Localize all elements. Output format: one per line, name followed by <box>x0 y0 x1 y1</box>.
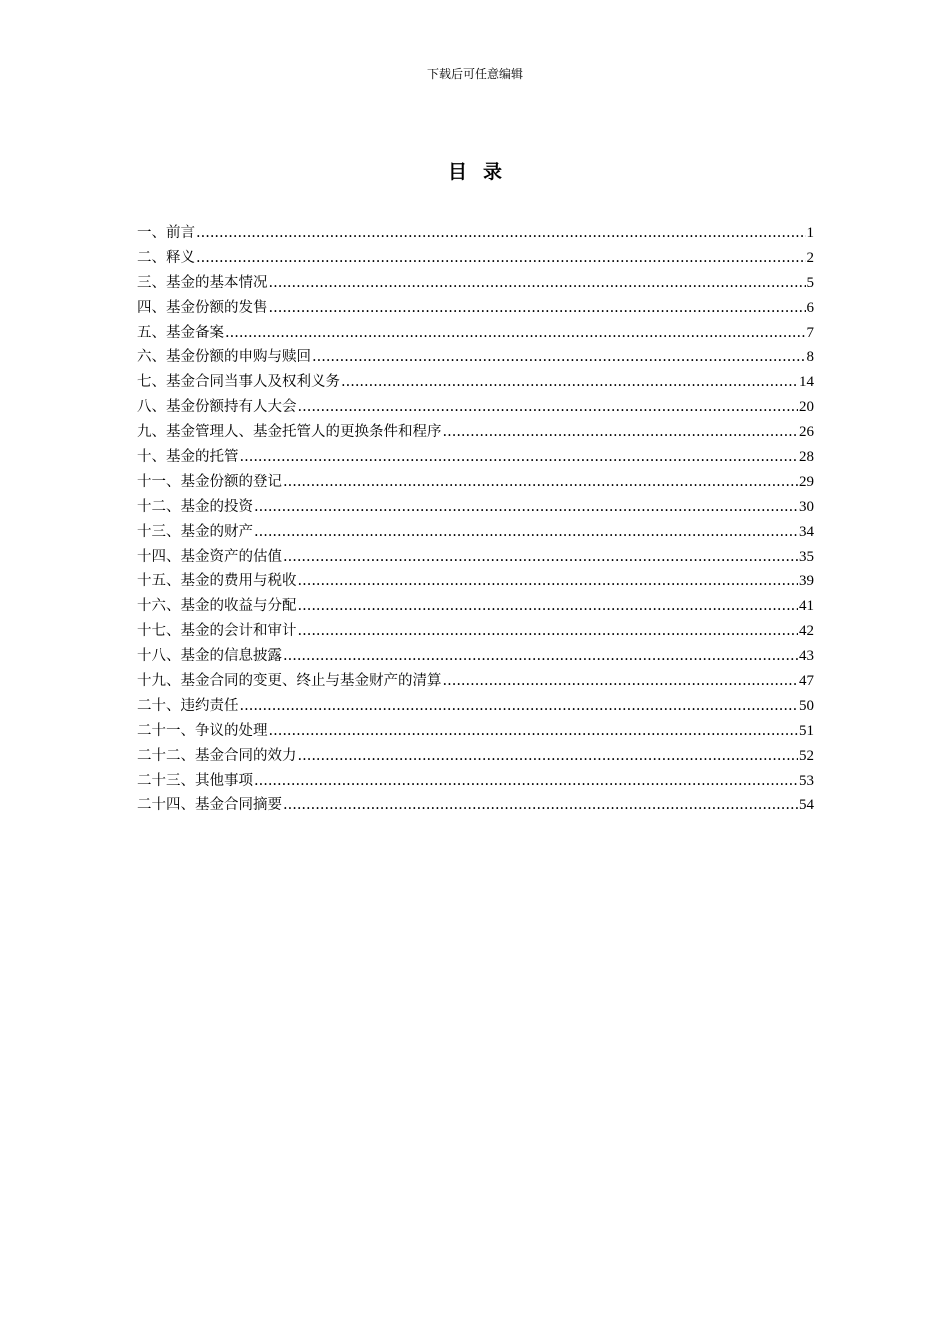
toc-entry-page-number: 52 <box>799 747 814 764</box>
toc-entry[interactable] <box>137 321 814 346</box>
toc-dot-leader <box>283 545 798 570</box>
toc-entry-page-number: 30 <box>799 498 814 515</box>
toc-entry-label: 八、基金份额持有人大会 <box>137 399 297 416</box>
toc-dot-leader <box>312 345 806 370</box>
toc-entry-page-number: 26 <box>799 424 814 441</box>
toc-dot-leader <box>254 769 798 794</box>
toc-entry-page-number: 47 <box>799 673 814 690</box>
toc-entry-label: 十四、基金资产的估值 <box>137 548 282 565</box>
toc-entry-page-number: 7 <box>806 324 814 341</box>
toc-entry-page-number: 42 <box>799 623 814 640</box>
toc-entry-label: 十一、基金份额的登记 <box>137 473 282 490</box>
toc-entry[interactable] <box>137 246 814 271</box>
toc-entry-page-number: 53 <box>799 772 814 789</box>
toc-dot-leader <box>196 246 806 271</box>
toc-dot-leader <box>298 744 799 769</box>
toc-entry-label: 十九、基金合同的变更、终止与基金财产的清算 <box>137 673 442 690</box>
toc-entry-page-number: 43 <box>799 648 814 665</box>
toc-entry-page-number: 34 <box>799 523 814 540</box>
toc-entry-label: 十八、基金的信息披露 <box>137 648 282 665</box>
toc-entry[interactable] <box>137 271 814 296</box>
toc-entry[interactable] <box>137 345 814 370</box>
toc-entry-page-number: 20 <box>799 399 814 416</box>
toc-entry[interactable] <box>137 669 814 694</box>
toc-entry[interactable] <box>137 793 814 818</box>
toc-dot-leader <box>443 420 799 445</box>
toc-dot-leader <box>240 694 799 719</box>
toc-dot-leader <box>298 619 799 644</box>
toc-entry-label: 十六、基金的收益与分配 <box>137 598 297 615</box>
toc-entry[interactable] <box>137 445 814 470</box>
toc-entry[interactable] <box>137 594 814 619</box>
toc-dot-leader <box>298 395 799 420</box>
toc-entry-label: 十二、基金的投资 <box>137 498 253 515</box>
toc-entry[interactable] <box>137 569 814 594</box>
toc-entry-label: 十、基金的托管 <box>137 449 239 466</box>
toc-dot-leader <box>443 669 799 694</box>
toc-dot-leader <box>283 644 798 669</box>
toc-entry[interactable] <box>137 619 814 644</box>
toc-entry-page-number: 29 <box>799 473 814 490</box>
toc-entry-page-number: 28 <box>799 449 814 466</box>
toc-entry-label: 六、基金份额的申购与赎回 <box>137 349 311 366</box>
toc-dot-leader <box>196 221 806 246</box>
toc-entry-label: 三、基金的基本情况 <box>137 274 268 291</box>
toc-entry-page-number: 8 <box>806 349 814 366</box>
toc-entry-label: 七、基金合同当事人及权利义务 <box>137 374 340 391</box>
toc-entry-page-number: 6 <box>806 299 814 316</box>
toc-dot-leader <box>269 719 799 744</box>
toc-dot-leader <box>240 445 799 470</box>
toc-dot-leader <box>254 520 798 545</box>
toc-dot-leader <box>298 569 799 594</box>
toc-title: 目录 <box>447 161 518 183</box>
toc-entry-page-number: 39 <box>799 573 814 590</box>
toc-entry[interactable] <box>137 221 814 246</box>
toc-dot-leader <box>283 793 798 818</box>
toc-entry-page-number: 2 <box>806 249 814 266</box>
toc-entry-page-number: 50 <box>799 697 814 714</box>
toc-entry[interactable] <box>137 420 814 445</box>
toc-entry-label: 二十、违约责任 <box>137 697 239 714</box>
toc-dot-leader <box>269 271 806 296</box>
table-of-contents <box>137 221 814 818</box>
toc-entry-label: 二十三、其他事项 <box>137 772 253 789</box>
toc-dot-leader <box>225 321 806 346</box>
toc-entry[interactable] <box>137 769 814 794</box>
toc-entry-page-number: 54 <box>799 797 814 814</box>
toc-entry[interactable] <box>137 296 814 321</box>
toc-entry[interactable] <box>137 495 814 520</box>
toc-entry[interactable] <box>137 470 814 495</box>
toc-entry-label: 二十四、基金合同摘要 <box>137 797 282 814</box>
toc-entry-label: 九、基金管理人、基金托管人的更换条件和程序 <box>137 424 442 441</box>
toc-entry-label: 十五、基金的费用与税收 <box>137 573 297 590</box>
toc-entry-label: 一、前言 <box>137 225 195 241</box>
toc-entry[interactable] <box>137 644 814 669</box>
toc-entry[interactable] <box>137 719 814 744</box>
page-header: 下载后可任意编辑 <box>426 67 523 81</box>
toc-entry-label: 二十一、争议的处理 <box>137 722 268 739</box>
toc-entry[interactable] <box>137 744 814 769</box>
toc-entry[interactable] <box>137 520 814 545</box>
toc-entry-label: 四、基金份额的发售 <box>137 299 268 316</box>
toc-entry-page-number: 5 <box>806 274 814 291</box>
toc-dot-leader <box>298 594 799 619</box>
toc-dot-leader <box>283 470 798 495</box>
toc-entry-label: 十七、基金的会计和审计 <box>137 623 297 640</box>
toc-entry-label: 五、基金备案 <box>137 324 224 341</box>
toc-dot-leader <box>254 495 798 520</box>
toc-entry-page-number: 1 <box>806 225 814 241</box>
toc-entry[interactable] <box>137 545 814 570</box>
toc-entry[interactable] <box>137 395 814 420</box>
toc-entry-page-number: 35 <box>799 548 814 565</box>
toc-entry-label: 十三、基金的财产 <box>137 523 253 540</box>
toc-entry[interactable] <box>137 694 814 719</box>
toc-entry-label: 二、释义 <box>137 249 195 266</box>
toc-entry[interactable] <box>137 370 814 395</box>
toc-entry-label: 二十二、基金合同的效力 <box>137 747 297 764</box>
toc-entry-page-number: 14 <box>799 374 814 391</box>
toc-dot-leader <box>269 296 806 321</box>
toc-dot-leader <box>341 370 798 395</box>
toc-entry-page-number: 51 <box>799 722 814 739</box>
toc-entry-page-number: 41 <box>799 598 814 615</box>
